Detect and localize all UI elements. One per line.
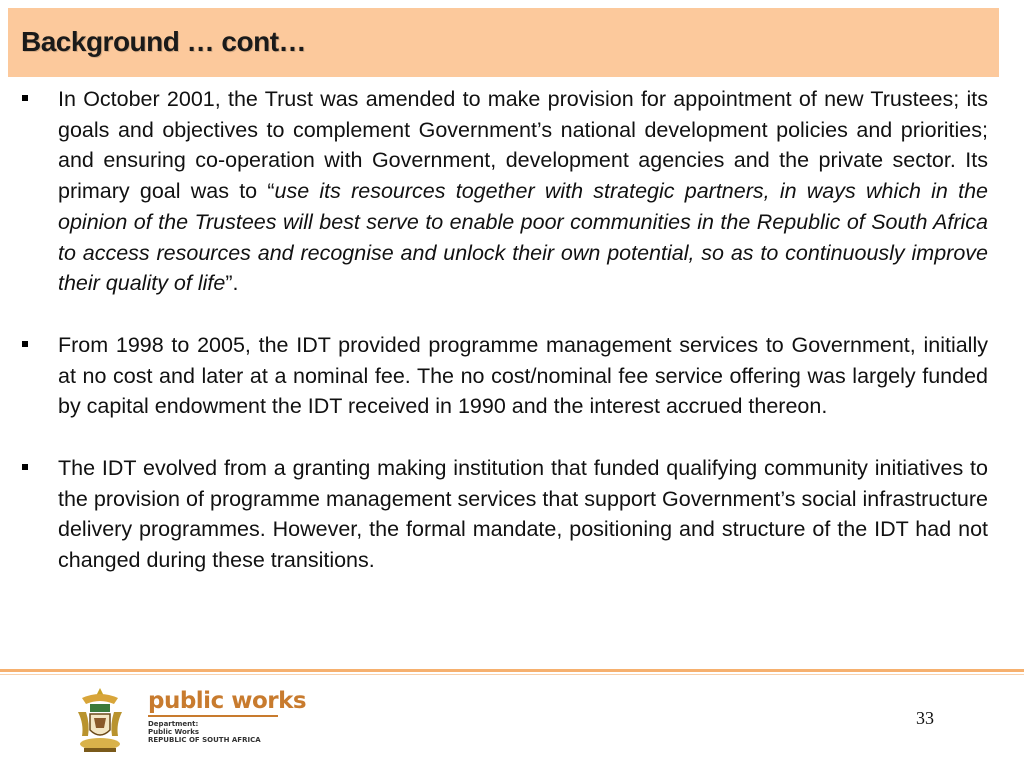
bullet-text: The IDT evolved from a granting making institution that funded qualifying community initiatives to the provision of programme management services that support Government’s social infrastructure delivery programmes. However, the formal mandate, positioning and structure of the IDT had not changed during these transitions. (58, 456, 988, 573)
bullet-text-plain: In October 2001, the Trust was amended to make provision for appointment of new Trustees; its goals and objectives to complement Government’s national development policies and priorities; and ensuring co-operation with Government, development agencies and the private sector. Its primary goal was to “ (58, 87, 988, 204)
bullet-item (22, 453, 988, 576)
bullet-text: From 1998 to 2005, the IDT provided programme management services to Government, initially at no cost and later at a nominal fee. The no cost/nominal fee service offering was largely funded by capital endowment the IDT received in 1990 and the interest accrued thereon. (58, 332, 988, 419)
bullet-list (22, 84, 988, 607)
bullet-square-icon (22, 464, 28, 470)
bullet-text-italic-quote: use its resources together with strategic partners, in ways which in the opinion of the Trustees will best serve to enable poor communities in the Republic of South Africa to access resources and recognise and unlock their own potential, so as to continuously improve their quality of life (58, 179, 988, 296)
dept-line: Department: (148, 720, 199, 728)
bullet-square-icon (22, 95, 28, 101)
footer-divider (0, 669, 1024, 672)
bullet-item (22, 330, 988, 422)
slide-title: Background … cont… (21, 26, 307, 57)
title-bar (8, 8, 999, 77)
footer-divider-thin (0, 674, 1024, 675)
brand-rule (148, 715, 278, 717)
dept-line: REPUBLIC OF SOUTH AFRICA (148, 736, 261, 744)
bullet-text (58, 84, 988, 299)
bullet-text-closing: ”. (225, 271, 239, 296)
public-works-logo (148, 688, 306, 744)
bullet-item (22, 84, 988, 299)
page-number: 33 (916, 708, 934, 728)
bullet-square-icon (22, 341, 28, 347)
coat-of-arms-icon (74, 684, 126, 754)
brand-name: public works (148, 688, 307, 714)
dept-line: Public Works (148, 728, 200, 736)
